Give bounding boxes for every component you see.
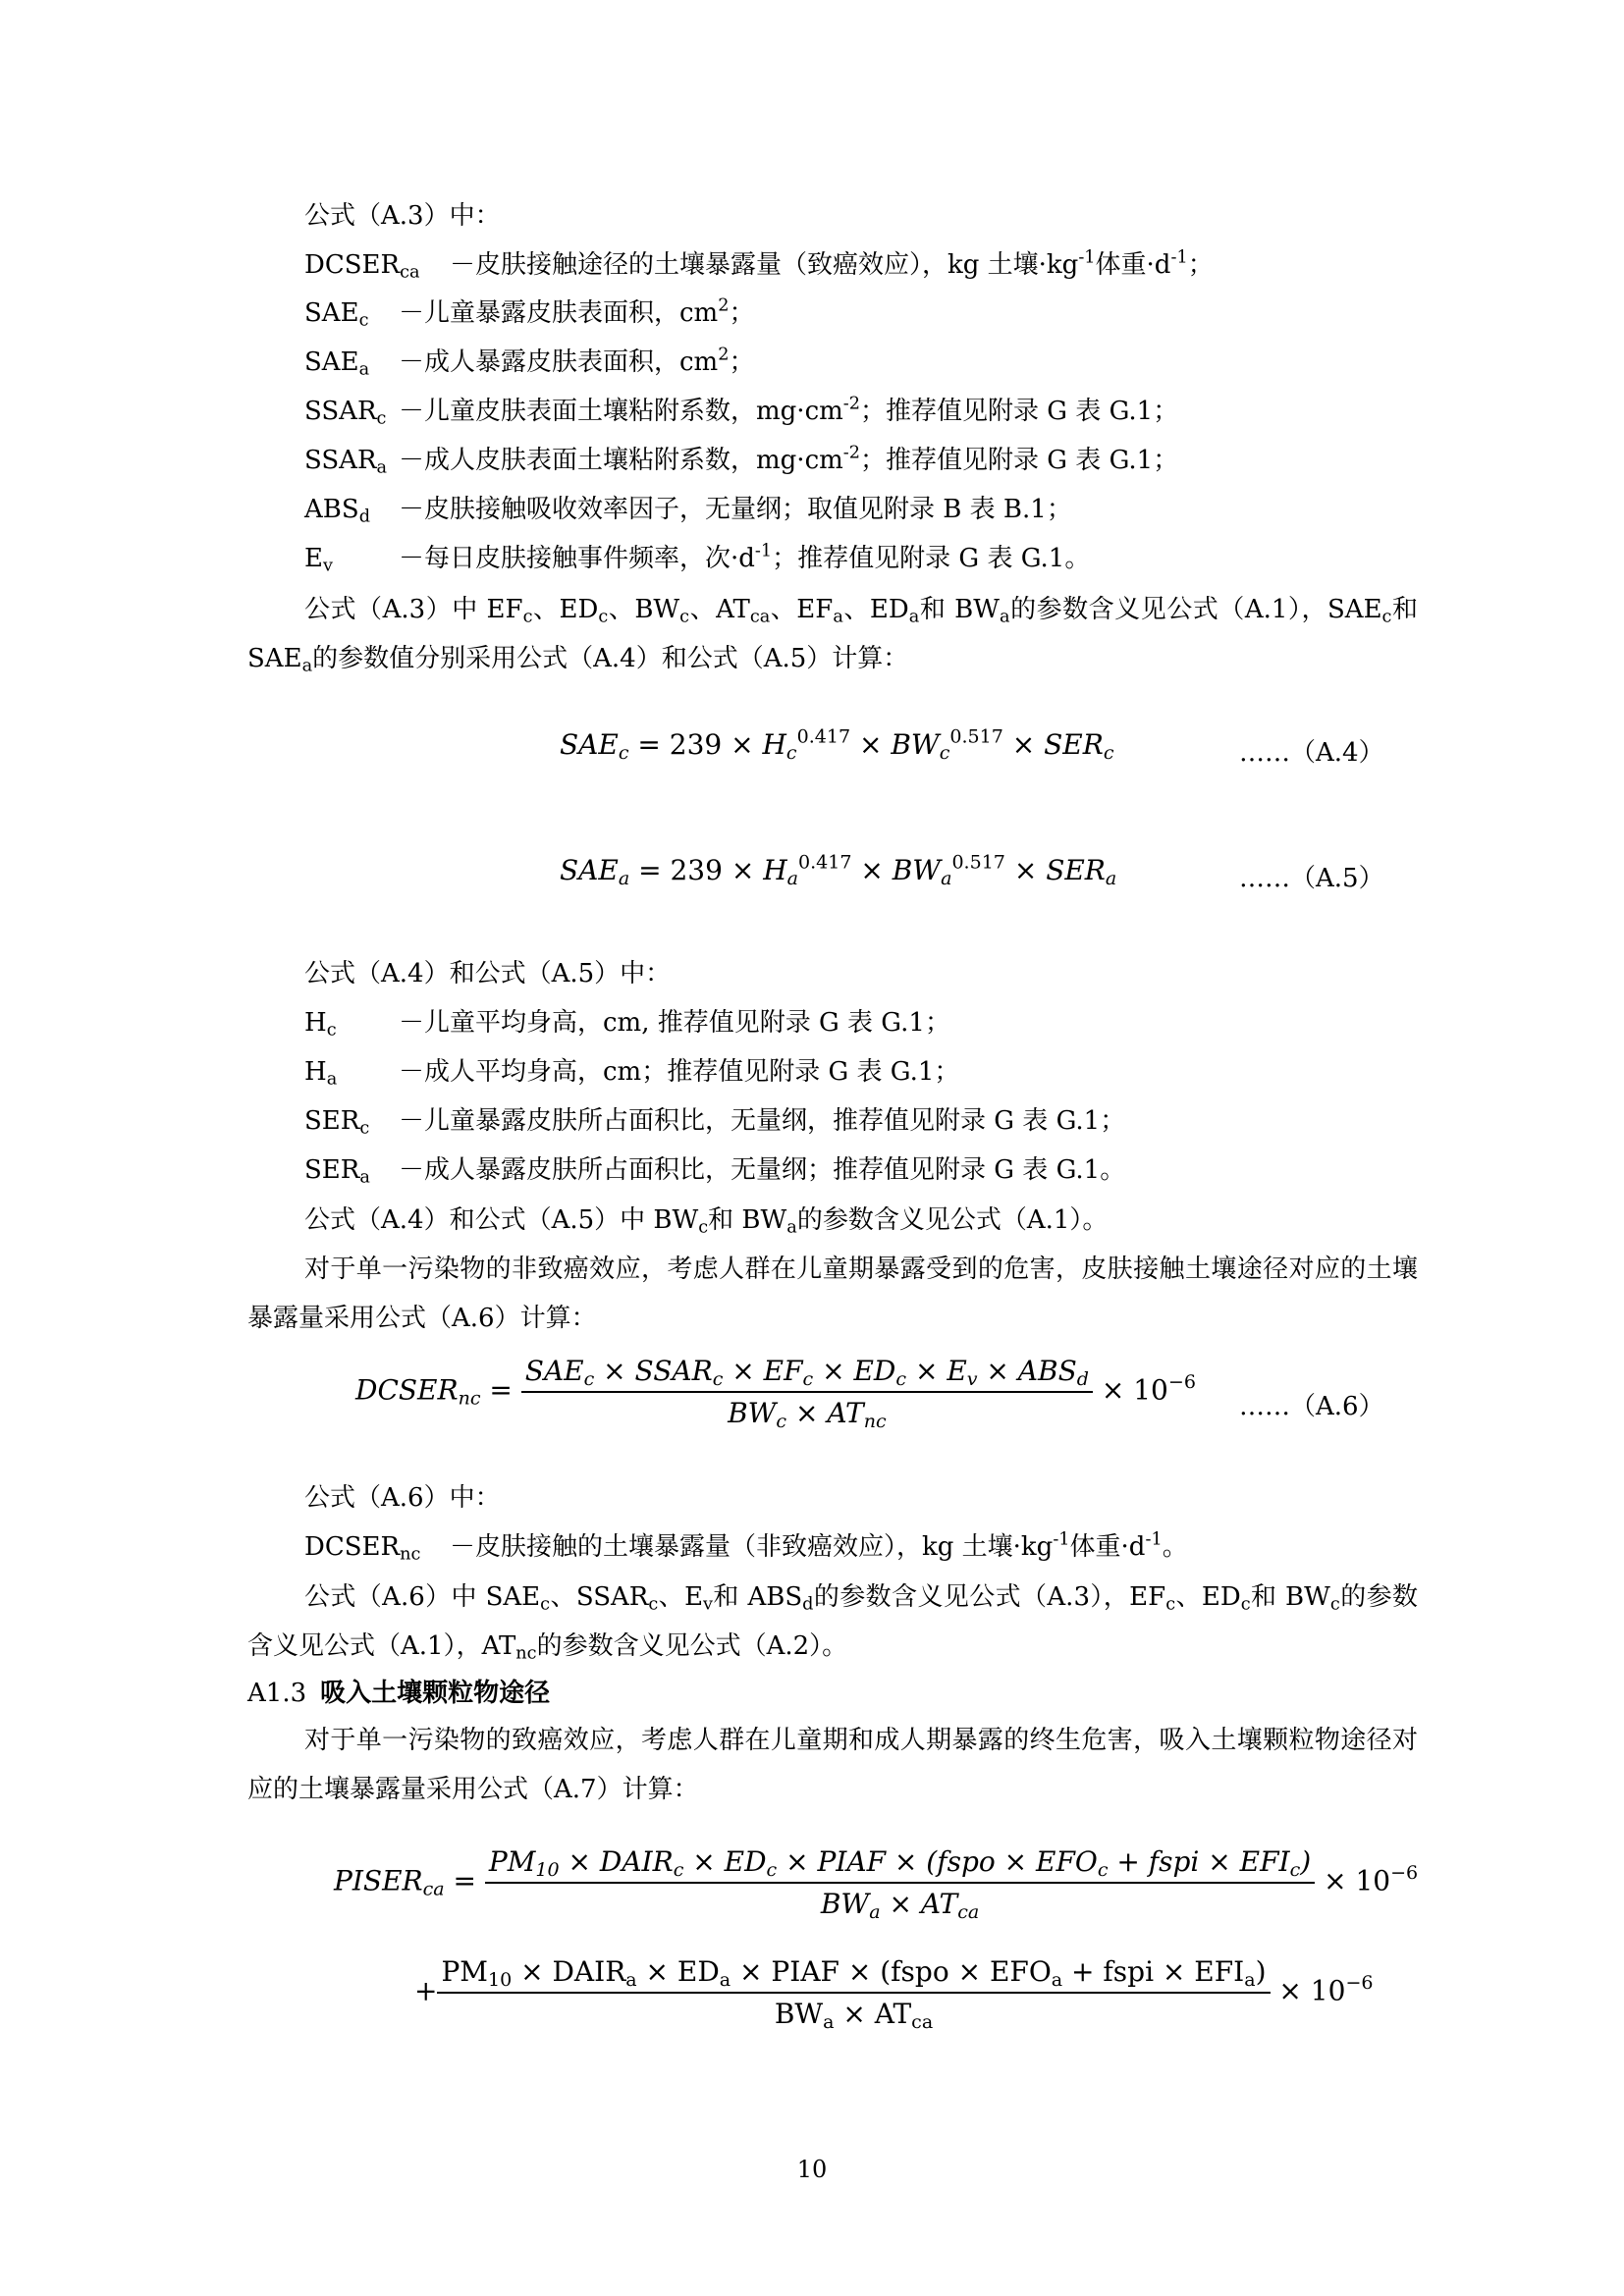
denominator-a7-child: $BW_a \times AT_{ca}$ [820,1888,980,1923]
param-sae-a: $SAE_a$ －成人暴露皮肤表面积，$cm^2$； [304,345,755,380]
param-h-c: $H_c$ －儿童平均身高，cm, 推荐值见附录 G 表 G.1； [304,1008,950,1041]
paragraph-a45-params: 公式（A.4）和公式（A.5）中 $BW_c$和 $BW_a$的参数含义见公式（A.1）。 [304,1205,1109,1238]
equation-a5: $SAE_a = 239 \times H_a^{0.417} \times BW_a^{0.517} \times SER_a$ [560,851,1117,889]
denominator-a7-adult: $BW_a \times AT_{ca}$ [774,1998,934,2033]
equation-a7-line2: + $\frac{PM_{10} \times DAIR_a \times ED_a \times PIAF \times (fspo \times EFO_a + fspi \times EFI_a)}{BW_a \times AT_{ca}}$ × $10^{-6}$ [414,1955,1374,2033]
param-e-v: $E_v$ －每日皮肤接触事件频率，次$\cdot d^{-1}$；推荐值见附录 G 表 G.1。 [304,541,1091,576]
equation-number-a4: ……（A.4） [1239,738,1384,768]
page-number: 10 [796,2156,828,2183]
equation-a7-line1: $PISER_{ca}$ = $\frac{PM_{10} \times DAIR_c \times ED_c \times PIAF \times (fspo \times EFO_c + fspi \times EFI_c)}{BW_a \times AT_{ca}}$ × $10^{-6}$ [334,1845,1419,1923]
param-dcser-ca: $DCSER_{ca}$ －皮肤接触途径的土壤暴露量（致癌效应），kg 土壤$\cdot kg^{-1}$体重$\cdot d^{-1}$； [304,247,1214,283]
formula-a6-intro: 公式（A.6）中： [304,1483,501,1513]
param-ser-a: $SER_a$ －成人暴露皮肤所占面积比，无量纲；推荐值见附录 G 表 G.1。 [304,1155,1126,1188]
paragraph-inhalation-carcinogenic: 对于单一污染物的致癌效应，考虑人群在儿童期和成人期暴露的终生危害，吸入土壤颗粒物途径对应的土壤暴露量采用公式（A.7）计算： [247,1726,1418,1804]
paragraph-a6-params: 公式（A.6）中 $SAE_c$、$SSAR_c$、$E_v$和 $ABS_d$的参数含义见公式（A.3），$EF_c$、$ED_c$和 $BW_c$的参数含义见公式（A.1），$AT_{nc}$的参数含义见公式（A.2）。 [247,1582,1418,1664]
fraction-a7-child [485,1845,1315,1923]
equation-number-a5: ……（A.5） [1239,864,1384,893]
section-heading-a1-3 [247,1676,550,1711]
equation-number-a6: ……（A.6） [1239,1392,1384,1421]
equation-a4: $SAE_c = 239 \times H_c^{0.417} \times BW_c^{0.517} \times SER_c$ [560,725,1114,764]
equation-a6: $DCSER_{nc}$ = $\frac{SAE_c \times SSAR_c \times EF_c \times ED_c \times E_v \times ABS_d}{BW_c \times AT_{nc}}$ × $10^{-6}$ [355,1355,1196,1432]
param-ssar-c: $SSAR_c$ －儿童皮肤表面土壤粘附系数，$mg\cdot cm^{-2}$；推荐值见附录 G 表 G.1； [304,394,1179,429]
param-dcser-nc: $DCSER_{nc}$ －皮肤接触的土壤暴露量（非致癌效应），kg 土壤$\cdot kg^{-1}$体重$\cdot d^{-1}$。 [304,1529,1188,1565]
paragraph-a3-params: 公式（A.3）中 $EF_c$、$ED_c$、$BW_c$、$AT_{ca}$、$EF_a$、$ED_a$和 $BW_a$的参数含义见公式（A.1），$SAE_c$和 $SAE_a$的参数值分别采用公式（A.4）和公式（A.5）计算： [247,595,1418,676]
fraction-a7-adult [437,1955,1270,2033]
section-number: A1.3 [247,1679,307,1708]
denominator-a6: $BW_c \times AT_{nc}$ [728,1397,887,1432]
numerator-a7-child: $PM_{10}$ × $DAIR_c \times ED_c$ × PIAF × (fspo × $EFO_c$ + fspi × $EFI_c$) [485,1845,1315,1884]
formula-a3-intro: 公式（A.3）中： [304,201,501,231]
numerator-a7-adult: $PM_{10}$ × $DAIR_a \times ED_a$ × PIAF × (fspo × $EFO_a$ + fspi × $EFI_a$) [437,1955,1270,1994]
fraction-a6 [521,1355,1093,1432]
formula-a45-intro: 公式（A.4）和公式（A.5）中： [304,959,672,988]
param-h-a: $H_a$ －成人平均身高，cm；推荐值见附录 G 表 G.1； [304,1057,960,1090]
param-sae-c: $SAE_c$ －儿童暴露皮肤表面积，$cm^2$； [304,295,755,331]
numerator-a6: $SAE_c$ × $SSAR_c \times EF_c \times ED_c \times E_v \times ABS_d$ [521,1355,1093,1393]
param-ser-c: $SER_c$ －儿童暴露皮肤所占面积比，无量纲，推荐值见附录 G 表 G.1； [304,1106,1126,1139]
param-ssar-a: $SSAR_a$ －成人皮肤表面土壤粘附系数，$mg\cdot cm^{-2}$；推荐值见附录 G 表 G.1； [304,443,1179,478]
paragraph-noncarcinogenic-dermal: 对于单一污染物的非致癌效应，考虑人群在儿童期暴露受到的危害，皮肤接触土壤途径对应的土壤暴露量采用公式（A.6）计算： [247,1255,1418,1333]
param-abs-d: $ABS_d$ －皮肤接触吸收效率因子，无量纲；取值见附录 B 表 B.1； [304,495,1072,527]
section-title: 吸入土壤颗粒物途径 [320,1679,551,1708]
